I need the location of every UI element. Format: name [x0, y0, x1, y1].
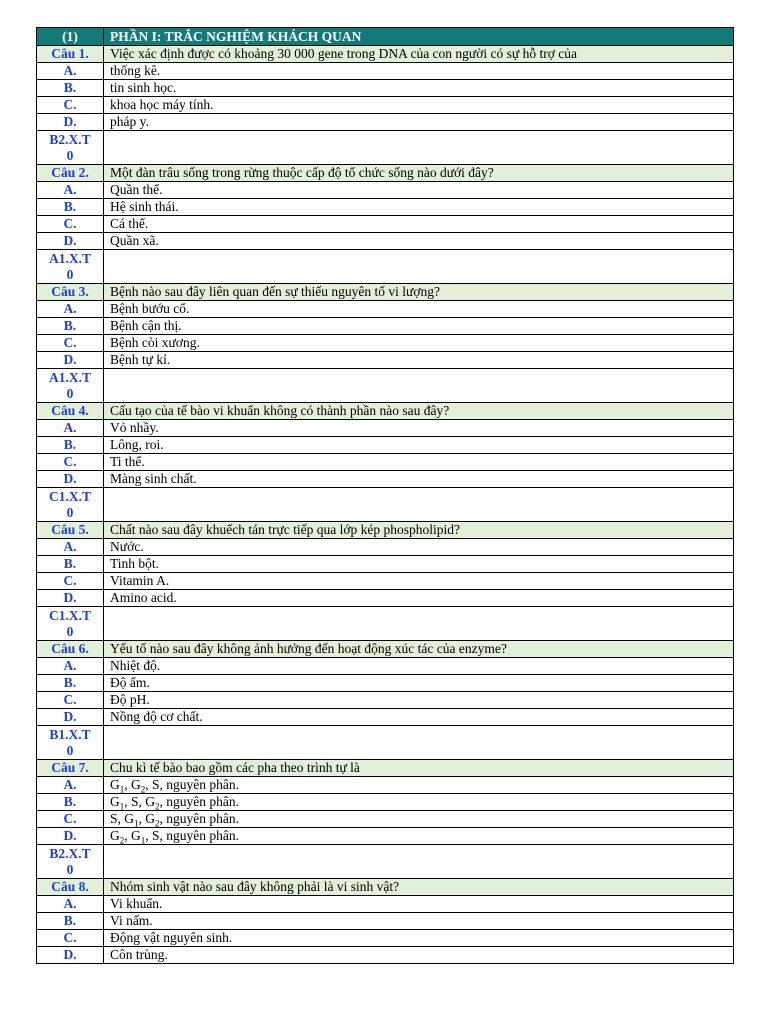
empty-cell	[104, 726, 734, 760]
question-text: Bệnh nào sau đây liên quan đến sự thiếu nguyên tố vi lượng?	[104, 284, 734, 301]
question-text: Chu kì tế bào bao gồm các pha theo trình tự là	[104, 760, 734, 777]
question-code-line: A1.X.T	[48, 250, 91, 266]
answer-option-row	[37, 437, 734, 454]
option-text: Động vật nguyên sinh.	[104, 930, 734, 947]
option-text: Quần xã.	[104, 233, 734, 250]
quiz-table	[36, 27, 734, 964]
option-text-part: G	[110, 828, 120, 843]
question-code	[37, 488, 104, 522]
question-number: Câu 8.	[37, 879, 104, 896]
option-text-part: , S, G	[124, 794, 156, 809]
question-row-3	[37, 284, 734, 301]
option-key: A.	[37, 63, 104, 80]
option-text-part: , S, nguyên phân.	[145, 777, 239, 792]
question-code	[37, 845, 104, 879]
answer-option-row	[37, 454, 734, 471]
section-header-row	[37, 28, 734, 46]
option-text: Bệnh bướu cổ.	[104, 301, 734, 318]
subscript: 1	[140, 835, 146, 846]
answer-option-row	[37, 811, 734, 828]
option-text: Nồng độ cơ chất.	[104, 709, 734, 726]
question-code-line: 0	[66, 623, 74, 639]
answer-option-row	[37, 182, 734, 199]
answer-option-row	[37, 301, 734, 318]
question-code-line: 0	[66, 742, 74, 758]
question-text: Cấu tạo của tế bào vi khuẩn không có thành phần nào sau đây?	[104, 403, 734, 420]
question-text: Chất nào sau đây khuếch tán trực tiếp qua lớp kép phospholipid?	[104, 522, 734, 539]
option-text: Độ ẩm.	[104, 675, 734, 692]
answer-option-row	[37, 318, 734, 335]
option-text: Amino acid.	[104, 590, 734, 607]
question-text: Nhóm sinh vật nào sau đây không phải là vi sinh vật?	[104, 879, 734, 896]
option-key: A.	[37, 420, 104, 437]
question-code-row	[37, 726, 734, 760]
empty-cell	[104, 250, 734, 284]
question-code-row	[37, 607, 734, 641]
option-text: Vitamin A.	[104, 573, 734, 590]
option-key: D.	[37, 828, 104, 845]
answer-option-row	[37, 335, 734, 352]
answer-option-row	[37, 352, 734, 369]
question-number: Câu 1.	[37, 46, 104, 63]
option-key: C.	[37, 97, 104, 114]
question-code-line: A1.X.T	[48, 369, 91, 385]
subscript: 2	[140, 784, 146, 795]
empty-cell	[104, 131, 734, 165]
option-key: D.	[37, 947, 104, 964]
question-row-2	[37, 165, 734, 182]
option-key: D.	[37, 590, 104, 607]
option-text-part: G	[110, 794, 120, 809]
question-code-row	[37, 845, 734, 879]
option-key: A.	[37, 896, 104, 913]
header-number: (1)	[37, 28, 104, 46]
empty-cell	[104, 607, 734, 641]
option-text: Lông, roi.	[104, 437, 734, 454]
option-key: C.	[37, 930, 104, 947]
question-code	[37, 131, 104, 165]
subscript: 2	[119, 835, 125, 846]
question-code-row	[37, 488, 734, 522]
question-number: Câu 7.	[37, 760, 104, 777]
option-key: D.	[37, 114, 104, 131]
option-key: A.	[37, 301, 104, 318]
question-code	[37, 250, 104, 284]
answer-option-row	[37, 420, 734, 437]
option-text	[104, 828, 734, 845]
option-text: Côn trùng.	[104, 947, 734, 964]
option-text: Bệnh tự kỉ.	[104, 352, 734, 369]
answer-option-row	[37, 80, 734, 97]
question-code	[37, 607, 104, 641]
option-key: C.	[37, 454, 104, 471]
option-key: D.	[37, 233, 104, 250]
answer-option-row	[37, 199, 734, 216]
answer-option-row	[37, 590, 734, 607]
option-text: Tinh bột.	[104, 556, 734, 573]
question-code-line: 0	[66, 504, 74, 520]
option-key: D.	[37, 352, 104, 369]
option-text: Vỏ nhầy.	[104, 420, 734, 437]
option-text-part: , G	[138, 811, 156, 826]
question-number: Câu 4.	[37, 403, 104, 420]
option-text: tin sinh học.	[104, 80, 734, 97]
question-code-row	[37, 131, 734, 165]
question-row-4	[37, 403, 734, 420]
answer-option-row	[37, 692, 734, 709]
question-code-row	[37, 369, 734, 403]
subscript: 1	[119, 801, 125, 812]
option-text-part: , nguyên phân.	[159, 794, 239, 809]
question-code-line: C1.X.T	[48, 488, 91, 504]
option-text: Bệnh cận thị.	[104, 318, 734, 335]
question-row-1	[37, 46, 734, 63]
answer-option-row	[37, 539, 734, 556]
answer-option-row	[37, 573, 734, 590]
answer-option-row	[37, 471, 734, 488]
answer-option-row	[37, 828, 734, 845]
option-text: Vi khuẩn.	[104, 896, 734, 913]
subscript: 1	[134, 818, 139, 829]
option-key: C.	[37, 335, 104, 352]
question-code-row	[37, 250, 734, 284]
option-text-part: , S, nguyên phân.	[145, 828, 239, 843]
question-code-line: 0	[66, 385, 74, 401]
question-code	[37, 369, 104, 403]
subscript: 2	[155, 801, 160, 812]
option-key: A.	[37, 777, 104, 794]
question-code-line: B2.X.T	[49, 845, 91, 861]
option-text: Nước.	[104, 539, 734, 556]
option-text: Ti thể.	[104, 454, 734, 471]
option-text-part: , G	[124, 777, 141, 792]
option-key: C.	[37, 692, 104, 709]
option-key: A.	[37, 658, 104, 675]
question-number: Câu 6.	[37, 641, 104, 658]
answer-option-row	[37, 913, 734, 930]
option-key: C.	[37, 216, 104, 233]
option-text: Hệ sinh thái.	[104, 199, 734, 216]
answer-option-row	[37, 97, 734, 114]
answer-option-row	[37, 675, 734, 692]
empty-cell	[104, 845, 734, 879]
empty-cell	[104, 369, 734, 403]
question-code-line: 0	[66, 266, 74, 282]
option-text: Vi nấm.	[104, 913, 734, 930]
answer-option-row	[37, 930, 734, 947]
answer-option-row	[37, 556, 734, 573]
option-key: B.	[37, 556, 104, 573]
answer-option-row	[37, 777, 734, 794]
question-number: Câu 3.	[37, 284, 104, 301]
question-text: Yếu tố nào sau đây không ảnh hưởng đến hoạt động xúc tác của enzyme?	[104, 641, 734, 658]
question-text: Việc xác định được có khoảng 30 000 gene trong DNA của con người có sự hỗ trợ của	[104, 46, 734, 63]
question-code-line: B2.X.T	[49, 131, 91, 147]
question-code-line: 0	[66, 147, 74, 163]
question-number: Câu 2.	[37, 165, 104, 182]
answer-option-row	[37, 947, 734, 964]
question-row-8	[37, 879, 734, 896]
question-row-7	[37, 760, 734, 777]
question-row-5	[37, 522, 734, 539]
answer-option-row	[37, 114, 734, 131]
option-key: D.	[37, 709, 104, 726]
option-key: A.	[37, 539, 104, 556]
option-key: B.	[37, 675, 104, 692]
empty-cell	[104, 488, 734, 522]
answer-option-row	[37, 63, 734, 80]
option-text-part: , nguyên phân.	[159, 811, 239, 826]
option-text: Bệnh còi xương.	[104, 335, 734, 352]
question-number: Câu 5.	[37, 522, 104, 539]
option-key: A.	[37, 182, 104, 199]
question-code-line: C1.X.T	[48, 607, 91, 623]
option-key: C.	[37, 811, 104, 828]
section-title: PHẦN I: TRẮC NGHIỆM KHÁCH QUAN	[104, 28, 734, 46]
option-text: Quần thể.	[104, 182, 734, 199]
option-text-part: S, G	[110, 811, 135, 826]
option-text: Độ pH.	[104, 692, 734, 709]
option-text: khoa học máy tính.	[104, 97, 734, 114]
option-key: C.	[37, 573, 104, 590]
question-code	[37, 726, 104, 760]
question-code-line: B1.X.T	[49, 726, 91, 742]
subscript: 2	[155, 818, 160, 829]
option-key: B.	[37, 199, 104, 216]
option-text: Màng sinh chất.	[104, 471, 734, 488]
option-text-part: , G	[124, 828, 141, 843]
option-key: B.	[37, 437, 104, 454]
answer-option-row	[37, 216, 734, 233]
answer-option-row	[37, 709, 734, 726]
option-key: B.	[37, 318, 104, 335]
option-key: B.	[37, 80, 104, 97]
option-text: thống kê.	[104, 63, 734, 80]
question-code-line: 0	[66, 861, 74, 877]
option-key: B.	[37, 913, 104, 930]
option-key: D.	[37, 471, 104, 488]
option-text	[104, 777, 734, 794]
answer-option-row	[37, 658, 734, 675]
answer-option-row	[37, 896, 734, 913]
option-key: B.	[37, 794, 104, 811]
option-text: Cá thể.	[104, 216, 734, 233]
option-text	[104, 794, 734, 811]
subscript: 1	[119, 784, 125, 795]
question-text: Một đàn trâu sống trong rừng thuộc cấp độ tổ chức sống nào dưới đây?	[104, 165, 734, 182]
question-row-6	[37, 641, 734, 658]
option-text	[104, 811, 734, 828]
answer-option-row	[37, 233, 734, 250]
option-text: Nhiệt độ.	[104, 658, 734, 675]
option-text: pháp y.	[104, 114, 734, 131]
answer-option-row	[37, 794, 734, 811]
option-text-part: G	[110, 777, 120, 792]
